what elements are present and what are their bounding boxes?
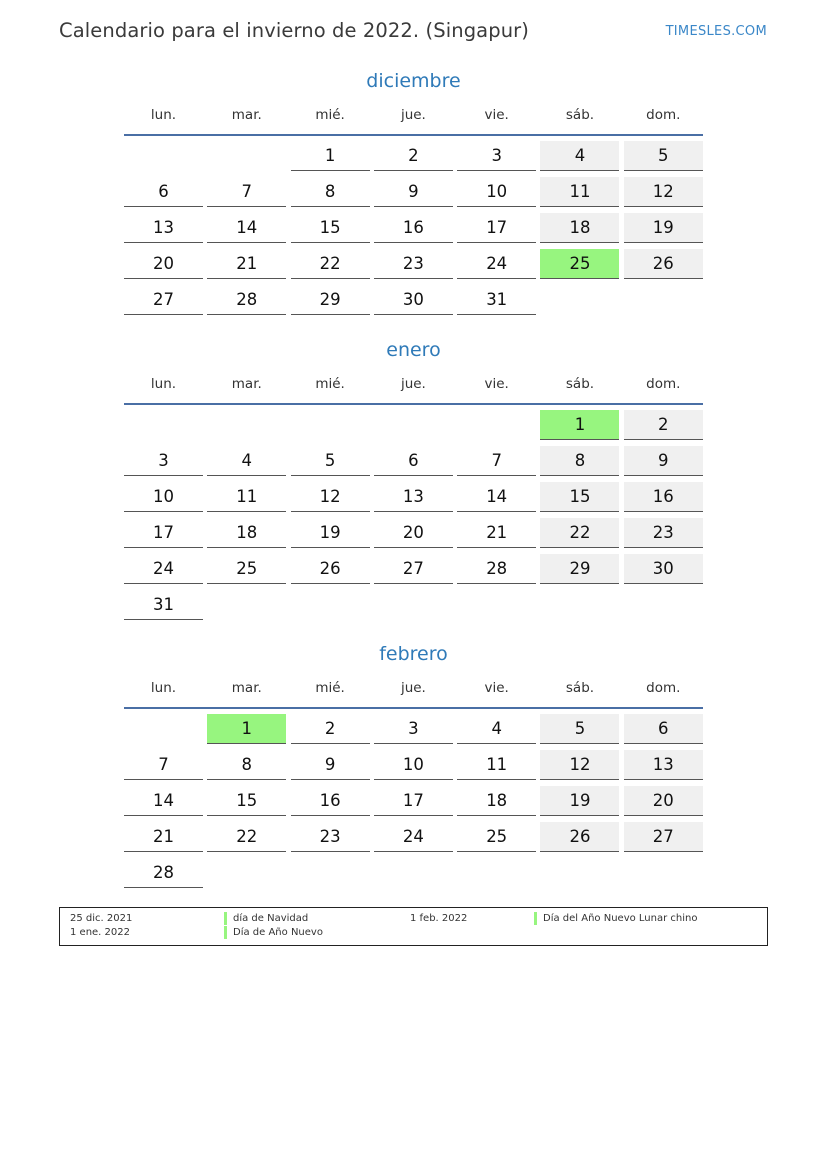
legend-date: 1 feb. 2022 [410, 913, 468, 924]
day-cell[interactable]: 14 [207, 213, 286, 243]
day-cell[interactable]: 18 [457, 786, 536, 816]
month-title: febrero [379, 643, 448, 665]
empty-cell [124, 410, 203, 440]
day-cell[interactable]: 21 [457, 518, 536, 548]
day-cell[interactable]: 5 [291, 446, 370, 476]
day-cell[interactable]: 9 [624, 446, 703, 476]
day-cell[interactable]: 27 [124, 285, 203, 315]
day-cell[interactable]: 17 [374, 786, 453, 816]
day-cell[interactable]: 1 [291, 141, 370, 171]
day-cell[interactable]: 11 [540, 177, 619, 207]
day-cell[interactable]: 18 [540, 213, 619, 243]
weekday-label: jue. [400, 376, 426, 392]
page-title: Calendario para el invierno de 2022. (Singapur) [59, 19, 529, 42]
day-cell[interactable]: 5 [540, 714, 619, 744]
day-cell[interactable]: 20 [624, 786, 703, 816]
legend-date: 25 dic. 2021 [70, 913, 133, 924]
weekday-label: mié. [315, 107, 345, 123]
day-cell[interactable]: 7 [457, 446, 536, 476]
header-rule [124, 134, 703, 136]
day-cell[interactable]: 4 [207, 446, 286, 476]
day-cell[interactable]: 10 [124, 482, 203, 512]
weekday-label: sáb. [565, 680, 595, 696]
weekday-label: mar. [231, 107, 262, 123]
day-cell[interactable]: 4 [540, 141, 619, 171]
day-cell[interactable]: 19 [291, 518, 370, 548]
weekday-label: sáb. [565, 376, 595, 392]
day-cell[interactable]: 6 [124, 177, 203, 207]
holiday-legend [59, 907, 768, 946]
empty-cell [457, 410, 536, 440]
day-cell[interactable]: 13 [624, 750, 703, 780]
day-cell[interactable]: 16 [291, 786, 370, 816]
empty-cell [207, 141, 286, 171]
day-cell[interactable]: 20 [374, 518, 453, 548]
day-cell[interactable]: 21 [124, 822, 203, 852]
weekday-label: dom. [646, 680, 681, 696]
weekday-header [124, 104, 703, 126]
day-cell[interactable]: 28 [457, 554, 536, 584]
month-february [124, 643, 703, 888]
weekday-label: jue. [400, 680, 426, 696]
day-cell[interactable]: 21 [207, 249, 286, 279]
day-cell[interactable]: 13 [124, 213, 203, 243]
day-cell[interactable]: 10 [374, 750, 453, 780]
month-december [124, 70, 703, 315]
holiday-day-cell[interactable]: 25 [540, 249, 619, 279]
day-cell[interactable]: 19 [540, 786, 619, 816]
month-title: enero [386, 339, 441, 361]
legend-holiday-name: Día del Año Nuevo Lunar chino [534, 912, 697, 925]
day-cell[interactable]: 6 [374, 446, 453, 476]
day-cell[interactable]: 25 [457, 822, 536, 852]
day-cell[interactable]: 7 [124, 750, 203, 780]
weekday-header [124, 373, 703, 395]
day-cell[interactable]: 5 [624, 141, 703, 171]
day-cell[interactable]: 23 [374, 249, 453, 279]
day-cell[interactable]: 16 [624, 482, 703, 512]
month-title: diciembre [366, 70, 461, 92]
month-january [124, 339, 703, 620]
day-grid [124, 410, 703, 620]
day-grid [124, 714, 703, 888]
day-cell[interactable]: 25 [207, 554, 286, 584]
day-cell[interactable]: 16 [374, 213, 453, 243]
day-cell[interactable]: 24 [374, 822, 453, 852]
day-cell[interactable]: 2 [624, 410, 703, 440]
empty-cell [291, 410, 370, 440]
day-cell[interactable]: 6 [624, 714, 703, 744]
day-cell[interactable]: 29 [291, 285, 370, 315]
day-cell[interactable]: 11 [207, 482, 286, 512]
day-cell[interactable]: 12 [624, 177, 703, 207]
day-cell[interactable]: 8 [291, 177, 370, 207]
day-cell[interactable]: 3 [457, 141, 536, 171]
empty-cell [207, 410, 286, 440]
empty-cell [124, 714, 203, 744]
day-cell[interactable]: 18 [207, 518, 286, 548]
day-cell[interactable]: 3 [374, 714, 453, 744]
weekday-label: sáb. [565, 107, 595, 123]
weekday-label: lun. [150, 107, 177, 123]
weekday-label: vie. [484, 680, 509, 696]
weekday-label: mar. [231, 376, 262, 392]
day-cell[interactable]: 19 [624, 213, 703, 243]
day-cell[interactable]: 26 [624, 249, 703, 279]
day-cell[interactable]: 23 [291, 822, 370, 852]
day-grid [124, 141, 703, 315]
day-cell[interactable]: 24 [457, 249, 536, 279]
weekday-label: vie. [484, 376, 509, 392]
day-cell[interactable]: 31 [124, 590, 203, 620]
weekday-label: dom. [646, 107, 681, 123]
header-rule [124, 707, 703, 709]
day-cell[interactable]: 22 [291, 249, 370, 279]
holiday-day-cell[interactable]: 1 [540, 410, 619, 440]
brand-link[interactable]: TIMESLES.COM [665, 24, 767, 39]
day-cell[interactable]: 13 [374, 482, 453, 512]
day-cell[interactable]: 9 [374, 177, 453, 207]
empty-cell [124, 141, 203, 171]
day-cell[interactable]: 29 [540, 554, 619, 584]
weekday-label: dom. [646, 376, 681, 392]
day-cell[interactable]: 22 [540, 518, 619, 548]
day-cell[interactable]: 4 [457, 714, 536, 744]
day-cell[interactable]: 10 [457, 177, 536, 207]
empty-cell [374, 410, 453, 440]
day-cell[interactable]: 12 [540, 750, 619, 780]
day-cell[interactable]: 8 [207, 750, 286, 780]
weekday-label: mar. [231, 680, 262, 696]
weekday-header [124, 677, 703, 699]
day-cell[interactable]: 15 [207, 786, 286, 816]
day-cell[interactable]: 22 [207, 822, 286, 852]
day-cell[interactable]: 23 [624, 518, 703, 548]
weekday-label: mié. [315, 680, 345, 696]
day-cell[interactable]: 15 [540, 482, 619, 512]
day-cell[interactable]: 28 [124, 858, 203, 888]
day-cell[interactable]: 24 [124, 554, 203, 584]
day-cell[interactable]: 2 [291, 714, 370, 744]
day-cell[interactable]: 20 [124, 249, 203, 279]
day-cell[interactable]: 17 [124, 518, 203, 548]
day-cell[interactable]: 30 [374, 285, 453, 315]
header-rule [124, 403, 703, 405]
day-cell[interactable]: 3 [124, 446, 203, 476]
day-cell[interactable]: 12 [291, 482, 370, 512]
weekday-label: lun. [150, 376, 177, 392]
day-cell[interactable]: 27 [624, 822, 703, 852]
legend-holiday-name: día de Navidad [224, 912, 308, 925]
day-cell[interactable]: 27 [374, 554, 453, 584]
day-cell[interactable]: 14 [457, 482, 536, 512]
weekday-label: vie. [484, 107, 509, 123]
weekday-label: mié. [315, 376, 345, 392]
day-cell[interactable]: 26 [540, 822, 619, 852]
day-cell[interactable]: 31 [457, 285, 536, 315]
day-cell[interactable]: 17 [457, 213, 536, 243]
day-cell[interactable]: 11 [457, 750, 536, 780]
day-cell[interactable]: 26 [291, 554, 370, 584]
day-cell[interactable]: 14 [124, 786, 203, 816]
day-cell[interactable]: 8 [540, 446, 619, 476]
day-cell[interactable]: 2 [374, 141, 453, 171]
weekday-label: jue. [400, 107, 426, 123]
holiday-day-cell[interactable]: 1 [207, 714, 286, 744]
legend-date: 1 ene. 2022 [70, 927, 130, 938]
day-cell[interactable]: 15 [291, 213, 370, 243]
day-cell[interactable]: 30 [624, 554, 703, 584]
day-cell[interactable]: 7 [207, 177, 286, 207]
weekday-label: lun. [150, 680, 177, 696]
day-cell[interactable]: 9 [291, 750, 370, 780]
day-cell[interactable]: 28 [207, 285, 286, 315]
legend-holiday-name: Día de Año Nuevo [224, 926, 323, 939]
